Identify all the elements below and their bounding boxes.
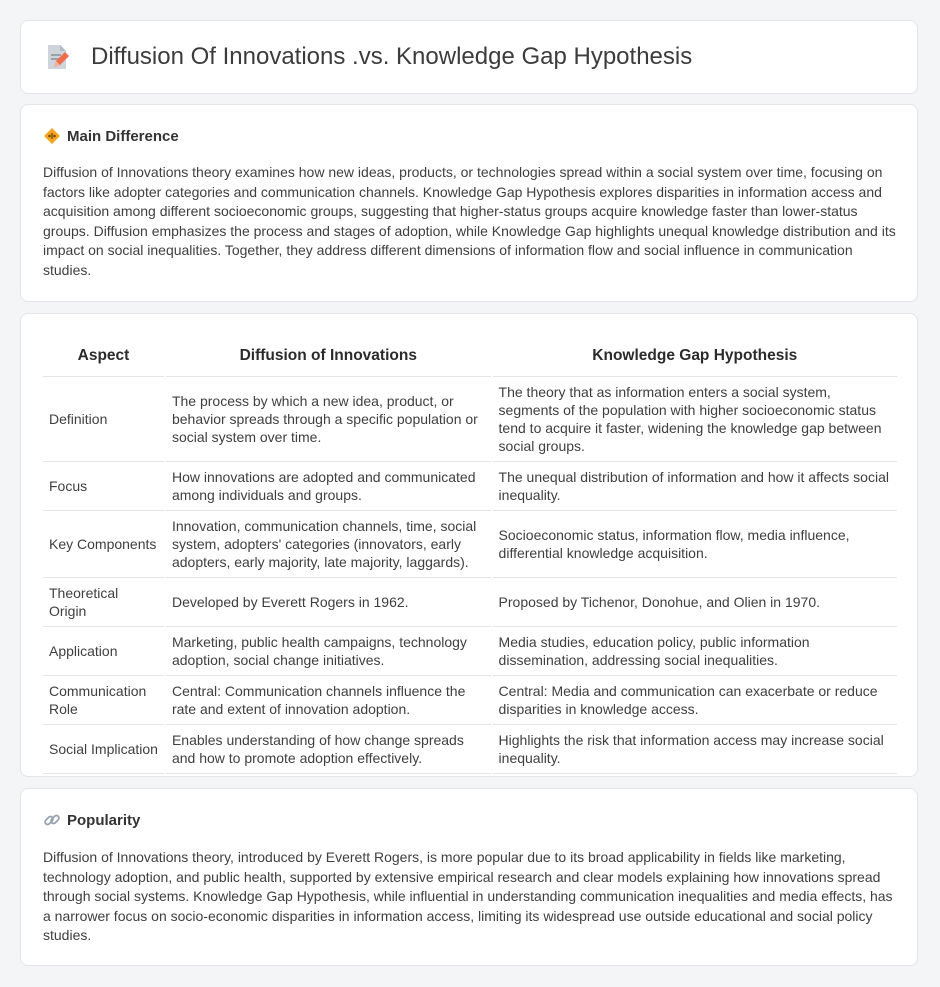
- row-knowledge-gap: Proposed by Tichenor, Donohue, and Olien in 1970.: [493, 578, 897, 627]
- main-difference-text: Diffusion of Innovations theory examines how new ideas, products, or technologies spread within a social system over time, focusing on factors like adopter categories and communication channels. Knowledge Gap Hypothesis explores disparities in information access and acquisition among different socioeconomic groups, suggesting that higher-status groups acquire knowledge faster than lower-status groups. Diffusion emphasizes the process and stages of adoption, while Knowledge Gap highlights unequal knowledge distribution and its impact on social inequalities. Together, they address different dimensions of information flow and social influence in communication studies.: [43, 164, 896, 278]
- row-aspect: Focus: [43, 462, 164, 511]
- document-pencil-icon: [45, 43, 69, 71]
- row-aspect: Communication Role: [43, 676, 164, 725]
- row-aspect: Key Components: [43, 511, 164, 578]
- row-aspect: Definition: [43, 377, 164, 462]
- row-knowledge-gap: Highlights the risk that information access may increase social inequality.: [493, 725, 897, 774]
- row-aspect: Application: [43, 627, 164, 676]
- row-diffusion: Innovation, communication channels, time, social system, adopters' categories (innovators, early adopters, early majority, late majority, laggards).: [166, 511, 491, 578]
- row-diffusion: Marketing, public health campaigns, technology adoption, social change initiatives.: [166, 627, 491, 676]
- row-diffusion: Developed by Everett Rogers in 1962.: [166, 578, 491, 627]
- table-row: [43, 377, 897, 462]
- main-difference-card: [20, 104, 918, 302]
- row-knowledge-gap: The unequal distribution of information and how it affects social inequality.: [493, 462, 897, 511]
- link-icon: [43, 811, 61, 829]
- row-diffusion: How innovations are adopted and communicated among individuals and groups.: [166, 462, 491, 511]
- popularity-card: [20, 788, 918, 966]
- row-aspect: Theoretical Origin: [43, 578, 164, 627]
- table-row: [43, 627, 897, 676]
- row-diffusion: Enables understanding of how change spreads and how to promote adoption effectively.: [166, 725, 491, 774]
- diamond-icon: [43, 127, 61, 145]
- row-knowledge-gap: The theory that as information enters a social system, segments of the population with higher socioeconomic status tend to acquire it faster, widening the knowledge gap between social groups.: [493, 377, 897, 462]
- row-aspect: Social Implication: [43, 725, 164, 774]
- table-row: [43, 676, 897, 725]
- title-card: [20, 20, 918, 94]
- row-diffusion: The process by which a new idea, product, or behavior spreads through a specific population or social system over time.: [166, 377, 491, 462]
- table-row: [43, 578, 897, 627]
- popularity-text: Diffusion of Innovations theory, introduced by Everett Rogers, is more popular due to its broad applicability in fields like marketing, technology adoption, and public health, supported by extensive empirical research and clear models explaining how innovations spread through social systems. Knowledge Gap Hypothesis, while influential in understanding communication inequalities and media effects, has a narrower focus on socio-economic disparities in information access, limiting its widespread use outside educational and social policy studies.: [43, 849, 893, 943]
- page-title: Diffusion Of Innovations .vs. Knowledge Gap Hypothesis: [91, 43, 693, 70]
- table-row: [43, 462, 897, 511]
- row-knowledge-gap: Media studies, education policy, public information dissemination, addressing social inequalities.: [493, 627, 897, 676]
- table-header-row: [43, 334, 897, 377]
- header-aspect: Aspect: [43, 334, 164, 377]
- row-diffusion: Central: Communication channels influence the rate and extent of innovation adoption.: [166, 676, 491, 725]
- comparison-card: [20, 313, 918, 777]
- comparison-table: [41, 334, 899, 774]
- header-diffusion: Diffusion of Innovations: [166, 334, 491, 377]
- main-difference-heading: Main Difference: [67, 127, 179, 145]
- row-knowledge-gap: Socioeconomic status, information flow, media influence, differential knowledge acquisition.: [493, 511, 897, 578]
- table-row: [43, 511, 897, 578]
- header-knowledge-gap: Knowledge Gap Hypothesis: [493, 334, 897, 377]
- popularity-heading: Popularity: [67, 811, 141, 829]
- row-knowledge-gap: Central: Media and communication can exacerbate or reduce disparities in knowledge access.: [493, 676, 897, 725]
- table-row: [43, 725, 897, 774]
